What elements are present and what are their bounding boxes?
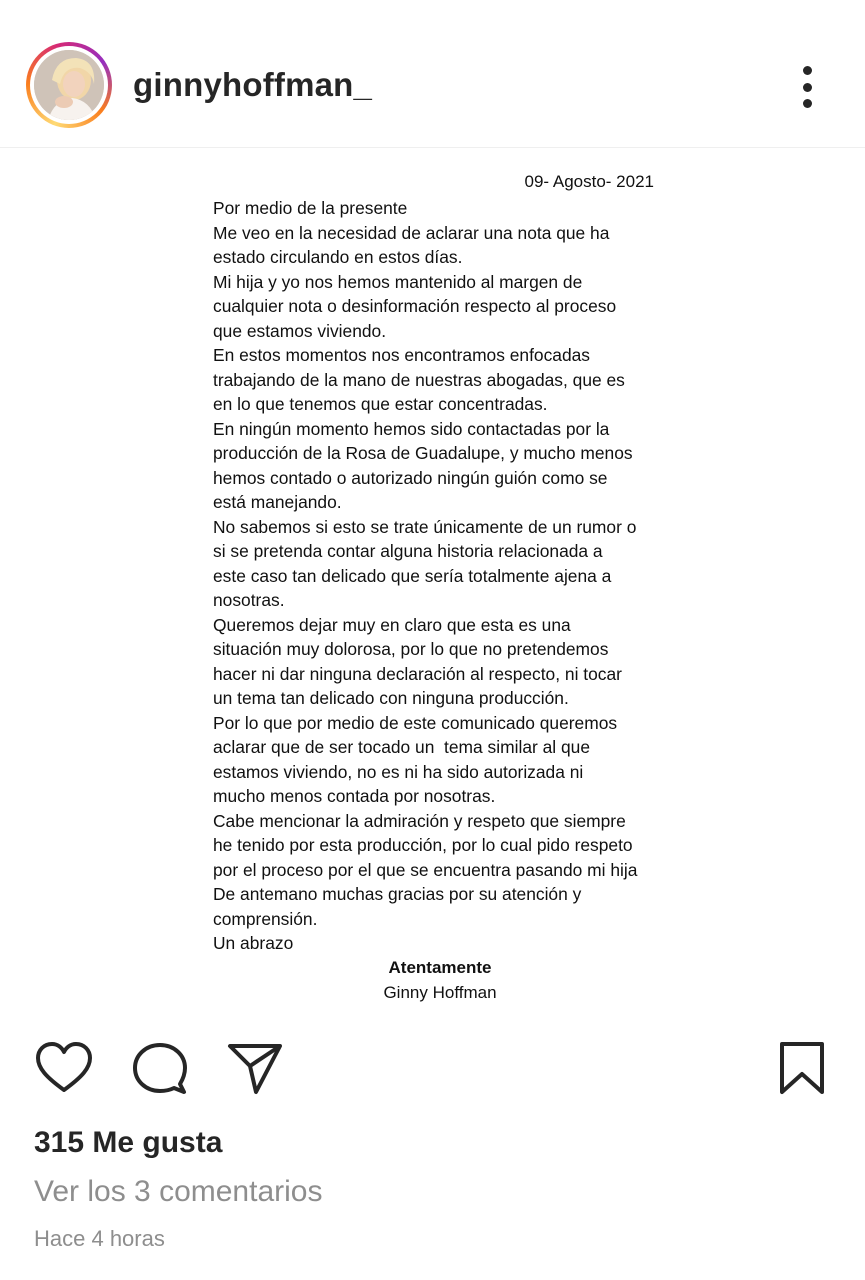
letter-line: por el proceso por el que se encuentra pasando mi hija bbox=[213, 859, 638, 880]
letter-line: hacer ni dar ninguna declaración al respecto, ni tocar bbox=[213, 663, 622, 684]
post-header bbox=[0, 0, 865, 148]
letter-line: En ningún momento hemos sido contactadas por la bbox=[213, 418, 610, 439]
letter-line: estado circulando en estos días. bbox=[213, 247, 463, 267]
bookmark-icon[interactable] bbox=[776, 1040, 828, 1101]
letter-line: he tenido por esta producción, por lo cual pido respeto bbox=[213, 835, 633, 855]
letter-line: en lo que tenemos que estar concentradas. bbox=[213, 394, 548, 414]
letter-line: Por medio de la presente bbox=[213, 198, 408, 218]
letter-line: No sabemos si esto se trate únicamente de un rumor o bbox=[213, 516, 637, 537]
letter-line: situación muy dolorosa, por lo que no pretendemos bbox=[213, 639, 609, 659]
letter-line: comprensión. bbox=[213, 908, 318, 929]
letter-line: producción de la Rosa de Guadalupe, y mucho menos bbox=[213, 443, 633, 463]
post-actions bbox=[0, 1030, 865, 1110]
letter-line: mucho menos contada por nosotras. bbox=[213, 786, 496, 806]
letter-line: aclarar que de ser tocado un tema similar al que bbox=[213, 737, 590, 757]
letter-line: Me veo en la necesidad de aclarar una nota que ha bbox=[213, 222, 610, 243]
letter-line: estamos viviendo, no es ni ha sido autorizada ni bbox=[213, 761, 584, 782]
letter-line: trabajando de la mano de nuestras abogadas, que es bbox=[213, 369, 625, 390]
more-options-icon[interactable] bbox=[790, 62, 824, 112]
letter-line: cualquier nota o desinformación respecto al proceso bbox=[213, 296, 617, 316]
avatar[interactable] bbox=[34, 50, 104, 120]
letter-line: Cabe mencionar la admiración y respeto que siempre bbox=[213, 810, 626, 831]
letter-line: Mi hija y yo nos hemos mantenido al margen de bbox=[213, 271, 583, 292]
letter-line: hemos contado o autorizado ningún guión como se bbox=[213, 467, 608, 488]
send-paper-plane-icon[interactable] bbox=[226, 1040, 286, 1101]
letter-closing: Atentamente bbox=[388, 958, 492, 977]
letter-line: que estamos viviendo. bbox=[213, 320, 387, 341]
letter-signature: Ginny Hoffman bbox=[383, 983, 497, 1002]
more-dot bbox=[803, 83, 812, 92]
username[interactable]: ginnyhoffman_ bbox=[133, 66, 373, 103]
letter-line: si se pretenda contar alguna historia relacionada a bbox=[213, 541, 603, 561]
letter-line: este caso tan delicado que sería totalmente ajena a bbox=[213, 565, 612, 586]
letter-line: está manejando. bbox=[213, 492, 342, 512]
heart-icon[interactable] bbox=[34, 1040, 94, 1101]
letter-body bbox=[213, 196, 683, 956]
letter-line: un tema tan delicado con ninguna producción. bbox=[213, 688, 569, 708]
likes-count[interactable]: 315 Me gusta bbox=[34, 1126, 223, 1159]
view-comments-link[interactable]: Ver los 3 comentarios bbox=[34, 1175, 323, 1208]
more-dot bbox=[803, 66, 812, 75]
letter-line: Por lo que por medio de este comunicado queremos bbox=[213, 712, 618, 733]
comment-bubble-icon[interactable] bbox=[130, 1040, 190, 1101]
post-timestamp: Hace 4 horas bbox=[34, 1226, 165, 1251]
post-image-letter[interactable] bbox=[0, 148, 865, 1028]
letter-date: 09- Agosto- 2021 bbox=[524, 172, 654, 191]
letter-line: nosotras. bbox=[213, 590, 285, 610]
letter-line: Queremos dejar muy en claro que esta es una bbox=[213, 614, 571, 635]
more-dot bbox=[803, 99, 812, 108]
letter-line: Un abrazo bbox=[213, 933, 294, 953]
letter-line: De antemano muchas gracias por su atención y bbox=[213, 884, 582, 904]
letter-line: En estos momentos nos encontramos enfocadas bbox=[213, 345, 591, 365]
